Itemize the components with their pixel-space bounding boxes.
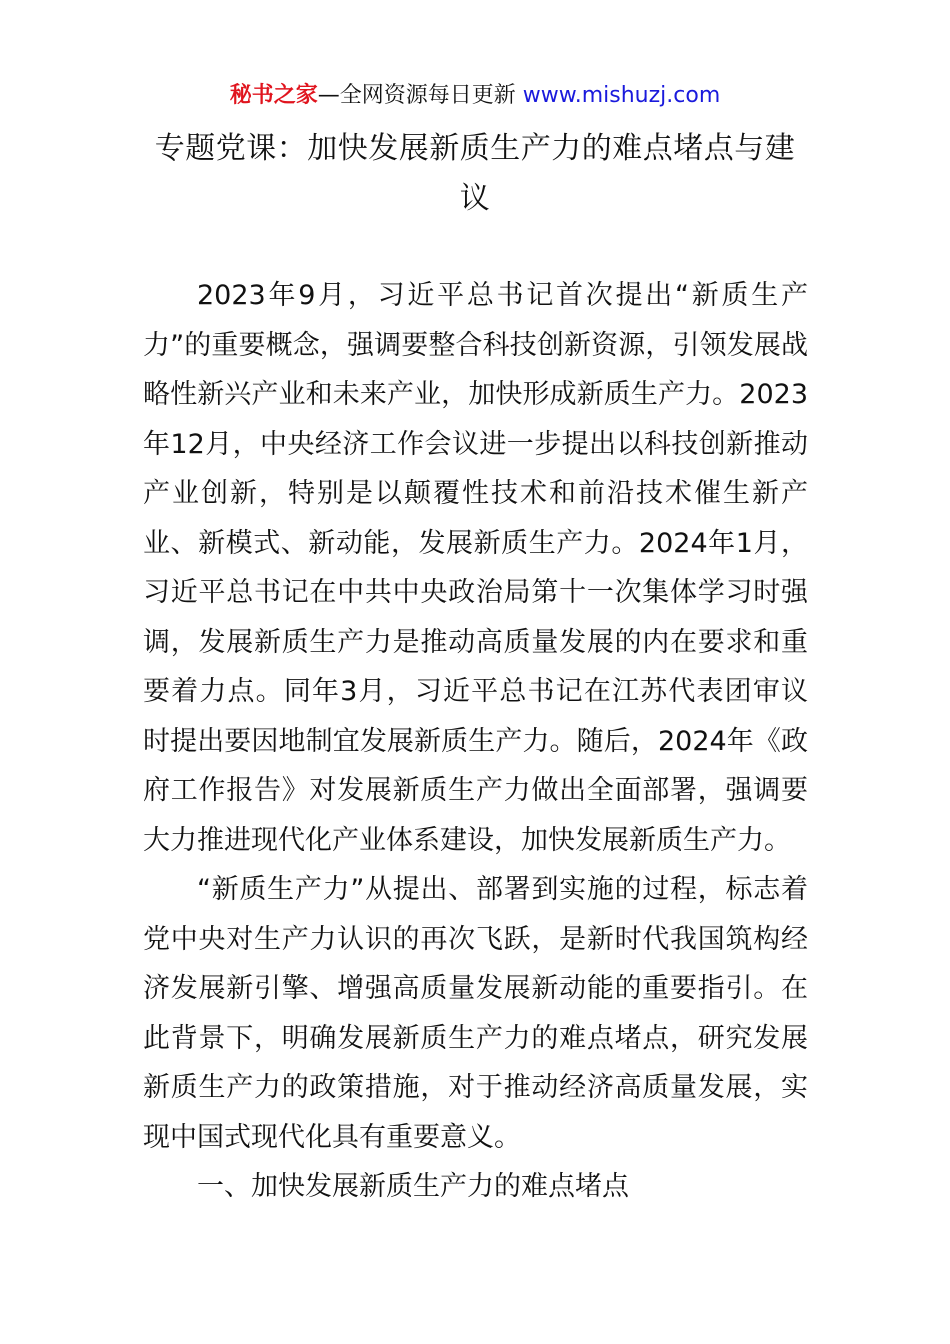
body-paragraph: 2023年9月，习近平总书记首次提出“新质生产力”的重要概念，强调要整合科技创新资源，引领发展战略性新兴产业和未来产业，加快形成新质生产力。2023年12月，中央经济工作会议进一步提出以科技创新推动产业创新，特别是以颠覆性技术和前沿技术催生新产业、新模式、新动能，发展新质生产力。2024年1月，习近平总书记在中共中央政治局第十一次集体学习时强调，发展新质生产力是推动高质量发展的内在要求和重要着力点。同年3月，习近平总书记在江苏代表团审议时提出要因地制宜发展新质生产力。随后，2024年《政府工作报告》对发展新质生产力做出全面部署，强调要大力推进现代化产业体系建设，加快发展新质生产力。 — [143, 280, 808, 856]
document-title: 专题党课：加快发展新质生产力的难点堵点与建议 — [154, 131, 796, 216]
site-url-link[interactable]: www.mishuzj.com — [522, 83, 721, 108]
section-heading: 一、加快发展新质生产力的难点堵点 — [197, 1171, 629, 1202]
document-body — [143, 271, 808, 1212]
header-tagline: —全网资源每日更新 — [317, 83, 523, 108]
body-paragraph: “新质生产力”从提出、部署到实施的过程，标志着党中央对生产力认识的再次飞跃，是新时代我国筑构经济发展新引擎、增强高质量发展新动能的重要指引。在此背景下，明确发展新质生产力的难点堵点，研究发展新质生产力的政策措施，对于推动经济高质量发展，实现中国式现代化具有重要意义。 — [143, 874, 808, 1153]
site-header — [0, 80, 950, 112]
brand-name: 秘书之家 — [229, 83, 318, 108]
